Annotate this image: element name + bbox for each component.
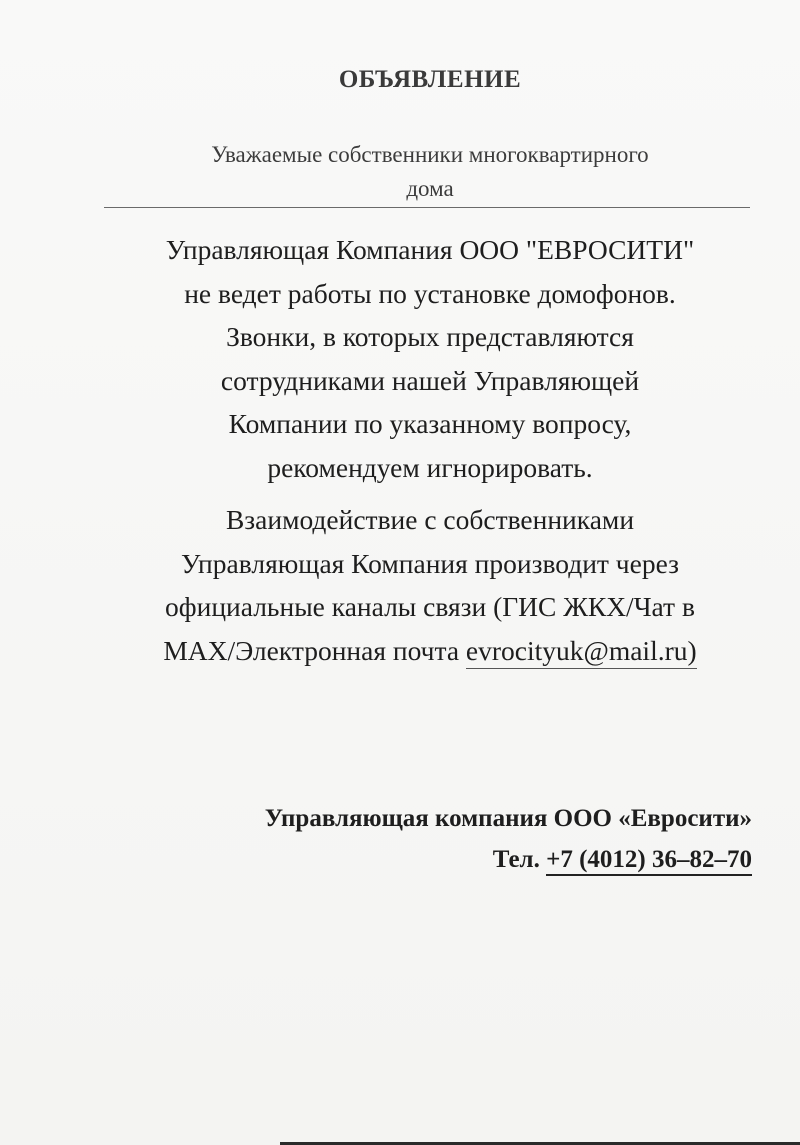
- page-title: ОБЪЯВЛЕНИЕ: [338, 66, 522, 93]
- paragraph-line: Компании по указанному вопросу,: [228, 408, 632, 439]
- phone-link[interactable]: +7 (4012) 36–82–70: [546, 846, 752, 876]
- phone-label: Тел.: [492, 846, 540, 873]
- notice-subtitle: [120, 138, 740, 206]
- divider-line: [104, 207, 750, 208]
- subtitle-line: Уважаемые собственники многоквартирного: [211, 142, 649, 167]
- paragraph-line: сотрудниками нашей Управляющей: [220, 364, 640, 396]
- signature-phone-line: [265, 839, 752, 880]
- paragraph-line: не ведет работы по установке домофонов.: [184, 277, 676, 309]
- paragraph-line: Взаимодействие с собственниками: [225, 504, 635, 535]
- paragraph-line: Управляющая Компания ООО "ЕВРОСИТИ": [165, 234, 695, 265]
- signature-block: [265, 798, 752, 880]
- subtitle-line: дома: [406, 176, 454, 201]
- notice-paragraph-main: [60, 228, 800, 489]
- paragraph-line-email: [60, 629, 800, 673]
- email-label: МАХ/Электронная почта: [163, 634, 460, 666]
- paragraph-line: официальные каналы связи (ГИС ЖКХ/Чат в: [165, 591, 695, 622]
- paragraph-line: Управляющая Компания производит через: [181, 547, 679, 579]
- paragraph-line: Звонки, в которых представляются: [226, 321, 634, 352]
- signature-company: Управляющая компания ООО «Евросити»: [264, 805, 752, 832]
- notice-paragraph-contacts: [60, 498, 800, 672]
- email-link[interactable]: evrocityuk@mail.ru): [466, 635, 697, 669]
- paragraph-line: рекомендуем игнорировать.: [267, 451, 593, 483]
